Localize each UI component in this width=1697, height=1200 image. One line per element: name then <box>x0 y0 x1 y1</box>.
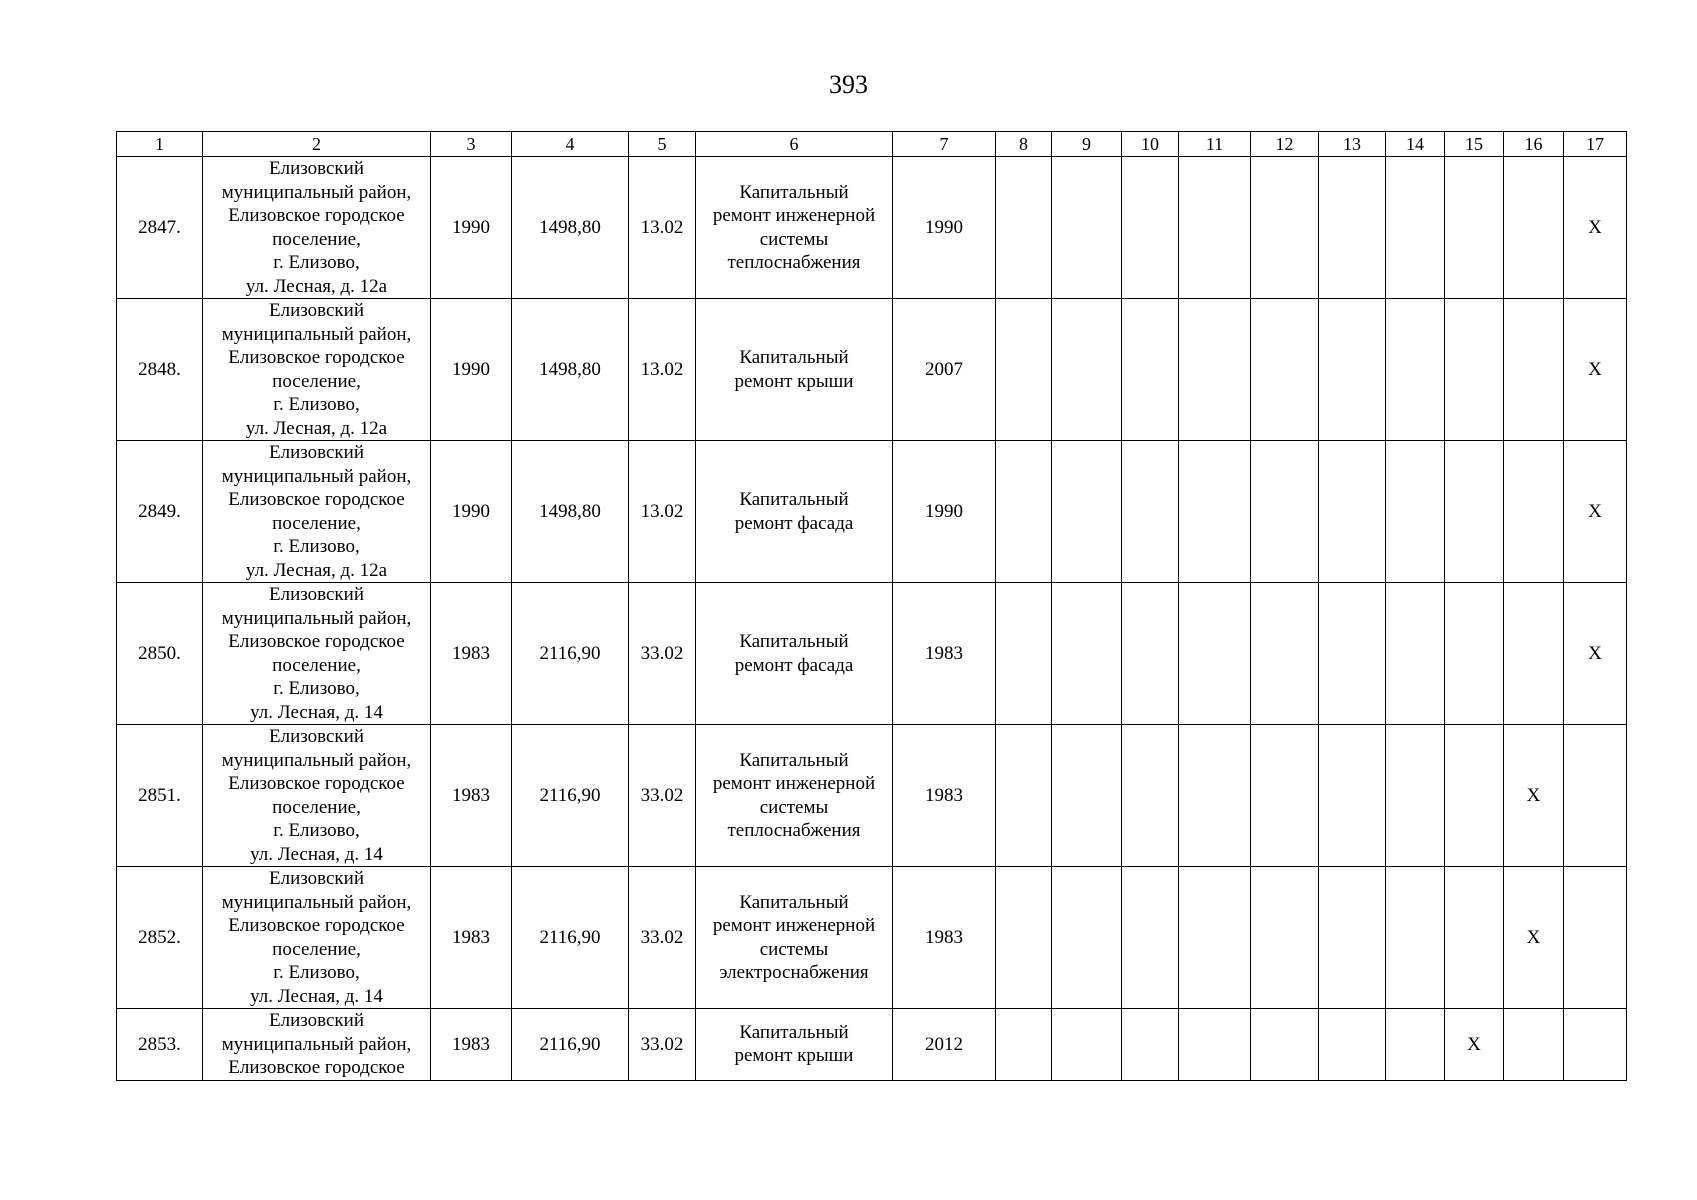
work-type-cell-line: Капитальный <box>739 181 849 203</box>
area-value: 2116,90 <box>512 583 629 725</box>
work-type-cell-line: теплоснабжения <box>727 252 861 273</box>
column-number: 2 <box>203 132 431 157</box>
address-cell-line: муниципальный район, <box>221 323 412 345</box>
mark-cell: X <box>1445 1009 1504 1081</box>
mark-cell <box>1251 441 1319 583</box>
work-type-cell-line: Капитальный <box>739 749 849 771</box>
mark-cell <box>1251 867 1319 1009</box>
address-cell-line: Елизовский <box>268 726 364 747</box>
build-year: 1990 <box>431 299 512 441</box>
address-cell-line: Елизовское городское <box>228 347 405 368</box>
table-row <box>117 583 1627 725</box>
address-cell-line: г. Елизово, <box>273 252 360 273</box>
work-type-cell-line: Капитальный <box>739 489 849 510</box>
mark-cell <box>1445 157 1504 299</box>
column-number: 16 <box>1504 132 1564 157</box>
address-cell-line: Елизовский <box>268 158 364 179</box>
address-cell <box>203 583 431 725</box>
mark-cell <box>1251 725 1319 867</box>
mark-cell <box>1564 725 1627 867</box>
area-value: 2116,90 <box>512 725 629 867</box>
row-number: 2848. <box>117 299 203 441</box>
mark-cell <box>1504 441 1564 583</box>
mark-cell <box>1251 1009 1319 1081</box>
mark-cell <box>1386 867 1445 1009</box>
area-value: 1498,80 <box>512 441 629 583</box>
column-number: 6 <box>696 132 893 157</box>
work-type-cell-line: ремонт инженерной <box>712 915 876 936</box>
mark-cell <box>1386 299 1445 441</box>
work-type-cell <box>696 299 893 441</box>
repair-registry-table <box>116 131 1627 1081</box>
table-row <box>117 1009 1627 1081</box>
mark-cell <box>1445 441 1504 583</box>
build-year: 1983 <box>431 867 512 1009</box>
table-body <box>117 132 1627 1081</box>
column-number: 15 <box>1445 132 1504 157</box>
address-cell-line: Елизовское городское <box>228 915 405 936</box>
address-cell-line: г. Елизово, <box>273 962 360 983</box>
column-number: 7 <box>893 132 996 157</box>
mark-cell <box>1319 1009 1386 1081</box>
mark-cell <box>1122 1009 1179 1081</box>
work-type-cell <box>696 441 893 583</box>
code-value: 13.02 <box>629 441 696 583</box>
mark-cell: X <box>1564 441 1627 583</box>
last-repair-year: 1990 <box>893 157 996 299</box>
work-type-cell <box>696 725 893 867</box>
mark-cell: X <box>1504 725 1564 867</box>
mark-cell <box>1122 157 1179 299</box>
address-cell-line: Елизовское городское <box>228 631 405 652</box>
last-repair-year: 1983 <box>893 867 996 1009</box>
build-year: 1990 <box>431 441 512 583</box>
mark-cell <box>1052 725 1122 867</box>
mark-cell <box>1386 583 1445 725</box>
mark-cell <box>1251 299 1319 441</box>
mark-cell <box>1319 441 1386 583</box>
mark-cell <box>1445 725 1504 867</box>
work-type-cell <box>696 157 893 299</box>
address-cell-line: муниципальный район, <box>221 749 412 771</box>
column-number: 12 <box>1251 132 1319 157</box>
last-repair-year: 2012 <box>893 1009 996 1081</box>
mark-cell <box>1052 299 1122 441</box>
mark-cell <box>1319 299 1386 441</box>
mark-cell <box>1445 299 1504 441</box>
column-number: 5 <box>629 132 696 157</box>
mark-cell <box>1319 157 1386 299</box>
code-value: 33.02 <box>629 867 696 1009</box>
mark-cell <box>1445 583 1504 725</box>
address-cell <box>203 441 431 583</box>
work-type-cell-line: Капитальный <box>739 1021 849 1043</box>
mark-cell <box>1179 157 1251 299</box>
column-number: 9 <box>1052 132 1122 157</box>
work-type-cell-line: ремонт крыши <box>734 370 854 392</box>
mark-cell <box>996 1009 1052 1081</box>
column-number: 4 <box>512 132 629 157</box>
address-cell-line: поселение, <box>272 512 361 534</box>
mark-cell <box>1179 725 1251 867</box>
mark-cell: X <box>1564 299 1627 441</box>
mark-cell <box>1319 583 1386 725</box>
address-cell-line: ул. Лесная, д. 12а <box>245 559 388 581</box>
mark-cell <box>1386 441 1445 583</box>
mark-cell <box>1122 725 1179 867</box>
work-type-cell-line: ремонт фасада <box>734 512 854 534</box>
mark-cell <box>1122 299 1179 441</box>
last-repair-year: 2007 <box>893 299 996 441</box>
mark-cell: X <box>1564 157 1627 299</box>
mark-cell <box>1504 299 1564 441</box>
mark-cell <box>1052 441 1122 583</box>
mark-cell <box>1052 157 1122 299</box>
mark-cell: X <box>1564 583 1627 725</box>
row-number: 2850. <box>117 583 203 725</box>
mark-cell <box>1122 441 1179 583</box>
work-type-cell-line: ремонт инженерной <box>712 205 876 226</box>
mark-cell <box>1445 867 1504 1009</box>
row-number: 2847. <box>117 157 203 299</box>
mark-cell <box>1386 157 1445 299</box>
column-number: 11 <box>1179 132 1251 157</box>
work-type-cell <box>696 1009 893 1081</box>
work-type-cell-line: системы <box>759 938 829 960</box>
table-row <box>117 157 1627 299</box>
address-cell-line: Елизовское городское <box>228 205 405 226</box>
address-cell-line: ул. Лесная, д. 14 <box>250 843 383 865</box>
work-type-cell-line: Капитальный <box>739 891 849 913</box>
address-cell-line: поселение, <box>272 228 361 250</box>
address-cell-line: Елизовское городское <box>228 489 405 510</box>
build-year: 1983 <box>431 1009 512 1081</box>
table-row <box>117 725 1627 867</box>
mark-cell <box>1179 867 1251 1009</box>
address-cell-line: Елизовский <box>268 300 364 321</box>
mark-cell <box>1179 441 1251 583</box>
address-cell-line: Елизовский <box>268 868 364 889</box>
mark-cell <box>1122 867 1179 1009</box>
address-cell-line: муниципальный район, <box>221 607 412 629</box>
last-repair-year: 1983 <box>893 725 996 867</box>
mark-cell <box>1386 1009 1445 1081</box>
work-type-cell-line: ремонт крыши <box>734 1045 854 1067</box>
area-value: 1498,80 <box>512 157 629 299</box>
table-row <box>117 867 1627 1009</box>
address-cell-line: муниципальный район, <box>221 181 412 203</box>
column-number: 17 <box>1564 132 1627 157</box>
work-type-cell-line: Капитальный <box>739 347 849 368</box>
mark-cell <box>1504 157 1564 299</box>
address-cell <box>203 867 431 1009</box>
work-type-cell-line: системы <box>759 796 829 818</box>
mark-cell <box>996 867 1052 1009</box>
column-number: 1 <box>117 132 203 157</box>
column-number: 3 <box>431 132 512 157</box>
address-cell-line: Елизовский <box>268 1010 364 1031</box>
column-number: 14 <box>1386 132 1445 157</box>
mark-cell <box>1122 583 1179 725</box>
work-type-cell-line: ремонт фасада <box>734 654 854 676</box>
address-cell-line: муниципальный район, <box>221 891 412 913</box>
code-value: 33.02 <box>629 725 696 867</box>
row-number: 2852. <box>117 867 203 1009</box>
mark-cell <box>1179 299 1251 441</box>
area-value: 2116,90 <box>512 867 629 1009</box>
work-type-cell <box>696 583 893 725</box>
column-number: 10 <box>1122 132 1179 157</box>
address-cell-line: муниципальный район, <box>221 1033 412 1055</box>
build-year: 1983 <box>431 583 512 725</box>
address-cell-line: Елизовское городское <box>228 773 405 794</box>
address-cell-line: ул. Лесная, д. 12а <box>245 275 388 297</box>
work-type-cell <box>696 867 893 1009</box>
mark-cell <box>1251 157 1319 299</box>
code-value: 33.02 <box>629 1009 696 1081</box>
address-cell <box>203 299 431 441</box>
column-number-header <box>117 132 1627 157</box>
row-number: 2853. <box>117 1009 203 1081</box>
row-number: 2851. <box>117 725 203 867</box>
work-type-cell-line: электроснабжения <box>719 962 869 983</box>
mark-cell <box>1564 867 1627 1009</box>
address-cell-line: г. Елизово, <box>273 536 360 557</box>
work-type-cell-line: системы <box>759 228 829 250</box>
table-row <box>117 299 1627 441</box>
address-cell-line: г. Елизово, <box>273 394 360 415</box>
address-cell-line: муниципальный район, <box>221 465 412 487</box>
table-row <box>117 441 1627 583</box>
mark-cell <box>1386 725 1445 867</box>
row-number: 2849. <box>117 441 203 583</box>
code-value: 13.02 <box>629 299 696 441</box>
mark-cell: X <box>1504 867 1564 1009</box>
mark-cell <box>1319 725 1386 867</box>
mark-cell <box>1052 1009 1122 1081</box>
address-cell <box>203 157 431 299</box>
address-cell-line: поселение, <box>272 938 361 960</box>
mark-cell <box>1052 867 1122 1009</box>
build-year: 1983 <box>431 725 512 867</box>
address-cell <box>203 1009 431 1081</box>
address-cell-line: ул. Лесная, д. 14 <box>250 985 383 1007</box>
mark-cell <box>996 725 1052 867</box>
area-value: 2116,90 <box>512 1009 629 1081</box>
work-type-cell-line: теплоснабжения <box>727 820 861 841</box>
code-value: 33.02 <box>629 583 696 725</box>
mark-cell <box>996 157 1052 299</box>
code-value: 13.02 <box>629 157 696 299</box>
mark-cell <box>1179 1009 1251 1081</box>
address-cell-line: поселение, <box>272 654 361 676</box>
address-cell-line: г. Елизово, <box>273 678 360 699</box>
address-cell-line: Елизовский <box>268 442 364 463</box>
address-cell-line: Елизовское городское <box>228 1057 405 1078</box>
mark-cell <box>1251 583 1319 725</box>
mark-cell <box>1564 1009 1627 1081</box>
last-repair-year: 1990 <box>893 441 996 583</box>
work-type-cell-line: Капитальный <box>739 631 849 652</box>
address-cell-line: г. Елизово, <box>273 820 360 841</box>
mark-cell <box>1052 583 1122 725</box>
mark-cell <box>996 299 1052 441</box>
mark-cell <box>1179 583 1251 725</box>
area-value: 1498,80 <box>512 299 629 441</box>
address-cell-line: Елизовский <box>268 584 364 605</box>
mark-cell <box>1319 867 1386 1009</box>
address-cell-line: поселение, <box>272 796 361 818</box>
last-repair-year: 1983 <box>893 583 996 725</box>
column-number: 8 <box>996 132 1052 157</box>
build-year: 1990 <box>431 157 512 299</box>
mark-cell <box>1504 583 1564 725</box>
address-cell <box>203 725 431 867</box>
mark-cell <box>996 583 1052 725</box>
page-number: 393 <box>829 70 868 99</box>
mark-cell <box>1504 1009 1564 1081</box>
mark-cell <box>996 441 1052 583</box>
work-type-cell-line: ремонт инженерной <box>712 773 876 794</box>
address-cell-line: поселение, <box>272 370 361 392</box>
address-cell-line: ул. Лесная, д. 14 <box>250 701 383 723</box>
address-cell-line: ул. Лесная, д. 12а <box>245 417 388 439</box>
column-number: 13 <box>1319 132 1386 157</box>
